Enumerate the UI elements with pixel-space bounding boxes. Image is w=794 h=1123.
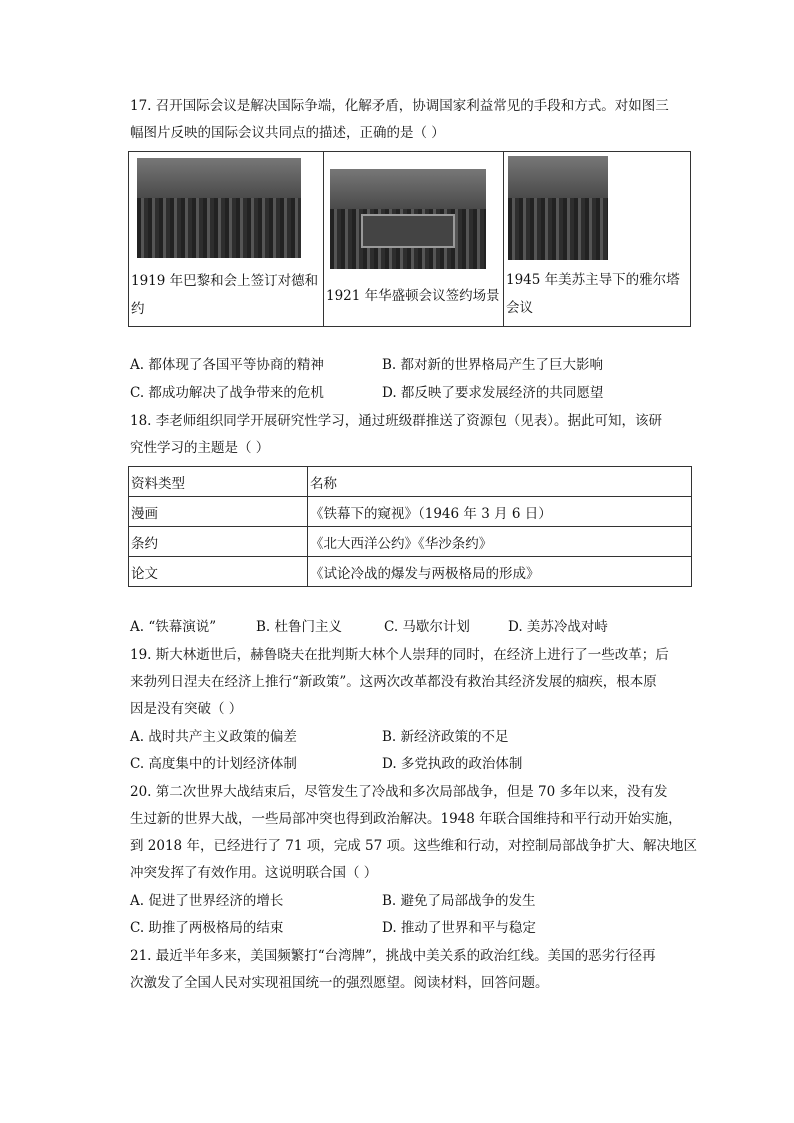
photo-paris-conference [137, 158, 301, 258]
q17-image-table [128, 151, 691, 327]
q18-stem-line1: 18. 李老师组织同学开展研究性学习，通过班级群推送了资源包（见表）。据此可知，该研 [130, 413, 663, 429]
cell-name: 《铁幕下的窥视》（1946 年 3 月 6 日） [308, 497, 692, 527]
q21-stem-line1: 21. 最近半年多来，美国频繁打“台湾牌”，挑战中美关系的政治红线。美国的恶劣行径再 [130, 948, 656, 964]
q20-stem-line4: 冲突发挥了有效作用。这说明联合国（ ） [130, 865, 378, 881]
table-row [129, 527, 692, 557]
q18-stem-line2: 究性学习的主题是（ ） [130, 440, 270, 456]
q20-option-c: C. 助推了两极格局的结束 [130, 920, 284, 936]
q20-option-d: D. 推动了世界和平与稳定 [382, 920, 536, 936]
q17-cell-1945 [503, 152, 690, 326]
q17-option-a: A. 都体现了各国平等协商的精神 [130, 357, 324, 373]
q18-option-a: A. “铁幕演说” [130, 619, 217, 635]
q17-option-d: D. 都反映了要求发展经济的共同愿望 [382, 385, 604, 401]
photo-washington-conference [330, 169, 486, 269]
q18-option-b: B. 杜鲁门主义 [256, 619, 343, 635]
header-type: 资料类型 [129, 467, 308, 497]
q20-stem-line2: 生过新的世界大战，一些局部冲突也得到政治解决。1948 年联合国维持和平行动开始实施， [130, 811, 682, 827]
table-row [129, 497, 692, 527]
q17-option-b: B. 都对新的世界格局产生了巨大影响 [382, 357, 604, 373]
caption-1945: 1945 年美苏主导下的雅尔塔会议 [506, 272, 680, 316]
q20-option-b: B. 避免了局部战争的发生 [382, 893, 536, 909]
q21-stem-line2: 次激发了全国人民对实现祖国统一的强烈愿望。阅读材料，回答问题。 [130, 975, 549, 991]
cell-type: 条约 [129, 527, 308, 557]
cell-name: 《北大西洋公约》《华沙条约》 [308, 527, 692, 557]
caption-1921: 1921 年华盛顿会议签约场景 [326, 288, 500, 304]
q17-stem-line1: 17. 召开国际会议是解决国际争端，化解矛盾，协调国家利益常见的手段和方式。对如图三 [130, 98, 669, 114]
q19-stem-line2: 来勃列日涅夫在经济上推行“新政策”。这两次改革都没有救治其经济发展的痼疾，根本原 [130, 674, 657, 690]
q20-stem-line1: 20. 第二次世界大战结束后，尽管发生了冷战和多次局部战争，但是 70 多年以来，没有发 [130, 784, 668, 800]
photo-yalta-conference [508, 156, 608, 260]
caption-1919: 1919 年巴黎和会上签订对德和约 [131, 273, 319, 317]
q18-option-c: C. 马歇尔计划 [384, 619, 470, 635]
q19-option-d: D. 多党执政的政治体制 [382, 756, 523, 772]
cell-name: 《试论冷战的爆发与两极格局的形成》 [308, 557, 692, 587]
table-header-row [129, 467, 692, 497]
q19-option-b: B. 新经济政策的不足 [382, 729, 509, 745]
q19-stem-line3: 因是没有突破（ ） [130, 701, 243, 717]
cell-type: 论文 [129, 557, 308, 587]
cell-type: 漫画 [129, 497, 308, 527]
q20-option-a: A. 促进了世界经济的增长 [130, 893, 284, 909]
header-name: 名称 [308, 467, 692, 497]
q18-option-d: D. 美苏冷战对峙 [508, 619, 608, 635]
q19-option-a: A. 战时共产主义政策的偏差 [130, 729, 297, 745]
q18-resource-table [128, 466, 692, 587]
q19-stem-line1: 19. 斯大林逝世后，赫鲁晓夫在批判斯大林个人崇拜的同时，在经济上进行了一些改革；后 [130, 647, 669, 663]
q17-stem-line2: 幅图片反映的国际会议共同点的描述，正确的是（ ） [130, 125, 445, 141]
q17-option-c: C. 都成功解决了战争带来的危机 [130, 385, 324, 401]
q17-cell-1919 [129, 152, 323, 326]
q17-cell-1921 [323, 152, 503, 326]
table-row [129, 557, 692, 587]
q20-stem-line3: 到 2018 年，已经进行了 71 项，完成 57 项。这些维和行动，对控制局部战争扩大、解决地区 [130, 838, 697, 854]
q19-option-c: C. 高度集中的计划经济体制 [130, 756, 297, 772]
